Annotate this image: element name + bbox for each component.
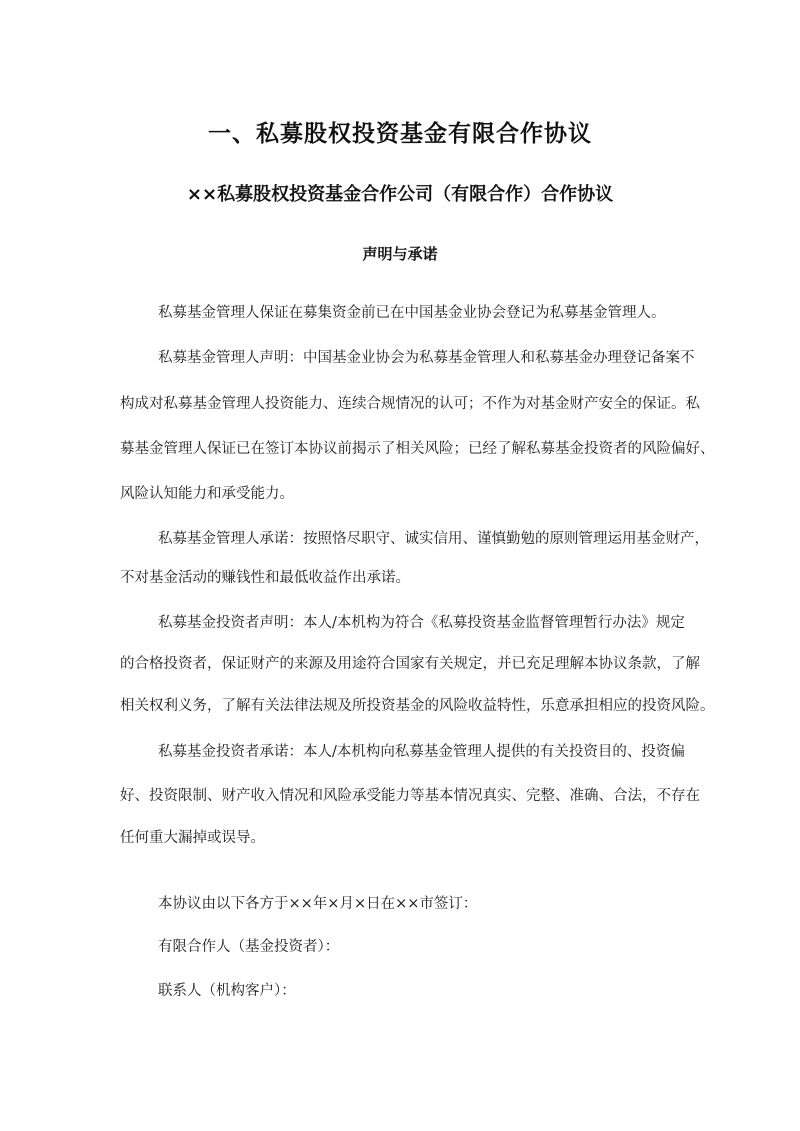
- section-heading: 声明与承诺: [362, 245, 438, 263]
- paragraph-3-line-1: 私募基金管理人承诺：按照恪尽职守、诚实信用、谨慎勤勉的原则管理运用基金财产，: [158, 531, 709, 547]
- paragraph-4-line-3: 相关权利义务，了解有关法律法规及所投资基金的风险收益特性，乐意承担相应的投资风险。: [120, 698, 715, 714]
- limited-partner-line: 有限合作人（基金投资者）：: [158, 939, 340, 955]
- signing-line: 本协议由以下各方于××年×月×日在××市签订：: [158, 896, 478, 912]
- paragraph-2-line-1: 私募基金管理人声明：中国基金业协会为私募基金管理人和私募基金办理登记备案不: [158, 350, 695, 366]
- paragraph-5-line-2: 好、投资限制、财产收入情况和风险承受能力等基本情况真实、完整、准确、合法，不存在: [120, 788, 700, 804]
- paragraph-5-line-3: 任何重大漏掉或误导。: [120, 830, 265, 846]
- paragraph-2-line-3: 募基金管理人保证已在签订本协议前揭示了相关风险；已经了解私募基金投资者的风险偏好、: [120, 441, 715, 457]
- paragraph-3-line-2: 不对基金活动的赚钱性和最低收益作出承诺。: [120, 570, 410, 586]
- paragraph-5-line-1: 私募基金投资者承诺：本人/本机构向私募基金管理人提供的有关投资目的、投资偏: [158, 744, 685, 760]
- contact-person-line: 联系人（机构客户）：: [158, 983, 296, 999]
- paragraph-1-line-1: 私募基金管理人保证在募集资金前已在中国基金业协会登记为私募基金管理人。: [158, 305, 666, 321]
- document-title: 一、私募股权投资基金有限合作协议: [208, 121, 592, 147]
- paragraph-2-line-4: 风险认知能力和承受能力。: [120, 486, 294, 502]
- paragraph-4-line-1: 私募基金投资者声明：本人/本机构为符合《私募投资基金监督管理暂行办法》规定: [158, 615, 685, 631]
- agreement-subtitle: ××私募股权投资基金合作公司（有限合作）合作协议: [186, 184, 614, 205]
- paragraph-2-line-2: 构成对私募基金管理人投资能力、连续合规情况的认可；不作为对基金财产安全的保证。私: [120, 396, 700, 412]
- paragraph-4-line-2: 的合格投资者，保证财产的来源及用途符合国家有关规定，并已充足理解本协议条款，了解: [120, 656, 700, 672]
